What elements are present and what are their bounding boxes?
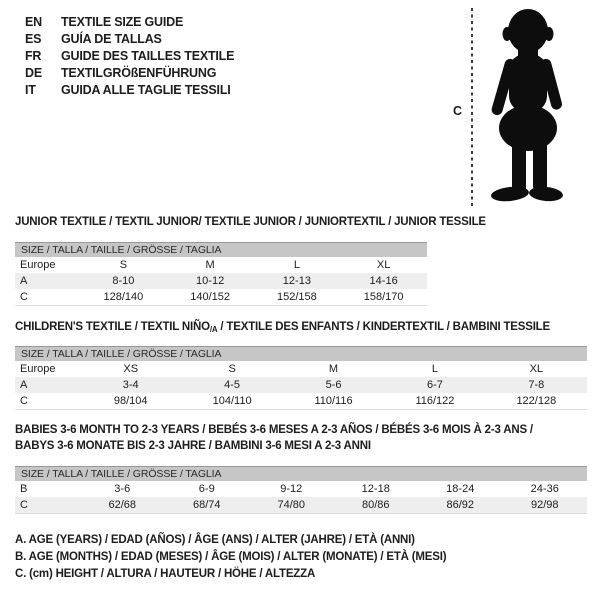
section-title-children bbox=[15, 321, 550, 334]
section-title-subscript: /A bbox=[209, 325, 218, 334]
size-cell: 86/92 bbox=[446, 499, 475, 511]
size-cell: 10-12 bbox=[196, 275, 225, 287]
table-row bbox=[15, 289, 427, 305]
language-title: GUIDE DES TAILLES TEXTILE bbox=[61, 48, 235, 63]
table-row bbox=[15, 377, 587, 393]
language-title: TEXTILE SIZE GUIDE bbox=[61, 14, 184, 29]
size-header-label: SIZE / TALLA / TAILLE / GRÖSSE / TAGLIA bbox=[21, 348, 222, 360]
footnote-b: B. AGE (MONTHS) / EDAD (MESES) / ÂGE (MOIS) / ALTER (MONATE) / ETÀ (MESI) bbox=[15, 551, 447, 563]
babies-size-table bbox=[15, 466, 587, 514]
size-cell: 18-24 bbox=[446, 483, 475, 495]
size-cell: 122/128 bbox=[516, 395, 557, 407]
language-row bbox=[25, 13, 234, 30]
table-row bbox=[15, 393, 587, 409]
language-title: GUÍA DE TALLAS bbox=[61, 31, 162, 46]
footnote-a: A. AGE (YEARS) / EDAD (AÑOS) / ÂGE (ANS) / ALTER (JAHRE) / ETÀ (ANNI) bbox=[15, 534, 415, 546]
size-cell: 104/110 bbox=[212, 395, 252, 407]
size-cell: 12-13 bbox=[282, 275, 311, 287]
size-cell: L bbox=[431, 363, 438, 375]
section-title-babies-line2: BABYS 3-6 MONATE BIS 2-3 JAHRE / BAMBINI 3-6 MESI A 2-3 ANNI bbox=[15, 440, 371, 452]
section-title-text: / TEXTILE DES ENFANTS / KINDERTEXTIL / BAMBINI TESSILE bbox=[217, 321, 550, 333]
size-cell: 6-9 bbox=[198, 483, 215, 495]
size-cell: 9-12 bbox=[280, 483, 303, 495]
junior-size-table bbox=[15, 242, 427, 306]
size-cell: 62/68 bbox=[108, 499, 137, 511]
size-cell: 110/116 bbox=[314, 395, 353, 407]
size-cell: S bbox=[228, 363, 236, 375]
size-header-bar bbox=[15, 242, 427, 257]
table-row bbox=[15, 497, 587, 513]
row-label: B bbox=[20, 483, 28, 495]
row-label: Europe bbox=[20, 363, 56, 375]
language-row bbox=[25, 64, 234, 81]
row-label: C bbox=[20, 499, 28, 511]
language-code: ES bbox=[25, 31, 42, 46]
language-code: IT bbox=[25, 82, 36, 97]
row-label: A bbox=[20, 379, 28, 391]
table-row bbox=[15, 481, 587, 497]
size-cell: 140/152 bbox=[190, 291, 230, 303]
row-label: C bbox=[20, 395, 28, 407]
section-title-babies-line1: BABIES 3-6 MONTH TO 2-3 YEARS / BEBÉS 3-6 MESES A 2-3 AÑOS / BÉBÉS 3-6 MOIS À 2-3 ANS / bbox=[15, 424, 533, 436]
size-cell: XL bbox=[376, 259, 391, 271]
size-header-label: SIZE / TALLA / TAILLE / GRÖSSE / TAGLIA bbox=[21, 244, 222, 256]
language-code: EN bbox=[25, 14, 42, 29]
size-cell: 3-4 bbox=[122, 379, 139, 391]
size-cell: 158/170 bbox=[363, 291, 404, 303]
language-list bbox=[25, 13, 234, 98]
row-label: Europe bbox=[20, 259, 56, 271]
height-dashed-line bbox=[470, 8, 474, 208]
size-cell: 4-5 bbox=[224, 379, 241, 391]
size-cell: 80/86 bbox=[361, 499, 390, 511]
row-label: C bbox=[20, 291, 28, 303]
section-title-text: CHILDREN'S TEXTILE / TEXTIL NIÑO bbox=[15, 321, 210, 333]
size-cell: XL bbox=[529, 363, 544, 375]
footnote-c: C. (cm) HEIGHT / ALTURA / HAUTEUR / HÖHE / ALTEZZA bbox=[15, 568, 316, 580]
size-cell: 7-8 bbox=[528, 379, 545, 391]
size-cell: 74/80 bbox=[277, 499, 306, 511]
language-row bbox=[25, 30, 234, 47]
language-code: DE bbox=[25, 65, 42, 80]
language-title: TEXTILGRÖßENFÜHRUNG bbox=[61, 65, 217, 80]
language-row bbox=[25, 81, 234, 98]
size-cell: 24-36 bbox=[530, 483, 559, 495]
size-cell: 128/140 bbox=[103, 291, 144, 303]
size-cell: M bbox=[205, 259, 215, 271]
table-row bbox=[15, 361, 587, 377]
table-row bbox=[15, 257, 427, 273]
language-title: GUIDA ALLE TAGLIE TESSILI bbox=[61, 82, 231, 97]
size-header-bar bbox=[15, 346, 587, 361]
size-cell: XS bbox=[123, 363, 139, 375]
children-size-table bbox=[15, 346, 587, 410]
size-cell: 12-18 bbox=[361, 483, 390, 495]
size-cell: M bbox=[328, 363, 339, 375]
size-header-bar bbox=[15, 466, 587, 481]
size-header-label: SIZE / TALLA / TAILLE / GRÖSSE / TAGLIA bbox=[21, 468, 222, 480]
size-cell: 5-6 bbox=[325, 379, 342, 391]
size-cell: S bbox=[119, 259, 128, 271]
size-cell: 152/158 bbox=[276, 291, 317, 303]
footnotes bbox=[15, 534, 446, 585]
row-label: A bbox=[20, 275, 28, 287]
language-code: FR bbox=[25, 48, 42, 63]
size-cell: 98/104 bbox=[113, 395, 148, 407]
table-row bbox=[15, 273, 427, 289]
section-title-junior: JUNIOR TEXTILE / TEXTIL JUNIOR/ TEXTILE JUNIOR / JUNIORTEXTIL / JUNIOR TESSILE bbox=[15, 216, 486, 228]
size-cell: 68/74 bbox=[192, 499, 221, 511]
size-cell: 3-6 bbox=[114, 483, 131, 495]
size-cell: 14-16 bbox=[369, 275, 398, 287]
size-cell: 116/122 bbox=[415, 395, 455, 407]
size-cell: 6-7 bbox=[426, 379, 443, 391]
baby-silhouette-icon bbox=[486, 8, 571, 208]
height-label-c: C bbox=[453, 104, 463, 118]
size-cell: 8-10 bbox=[112, 275, 135, 287]
size-cell: 92/98 bbox=[530, 499, 559, 511]
language-row bbox=[25, 47, 234, 64]
size-cell: L bbox=[293, 259, 300, 271]
